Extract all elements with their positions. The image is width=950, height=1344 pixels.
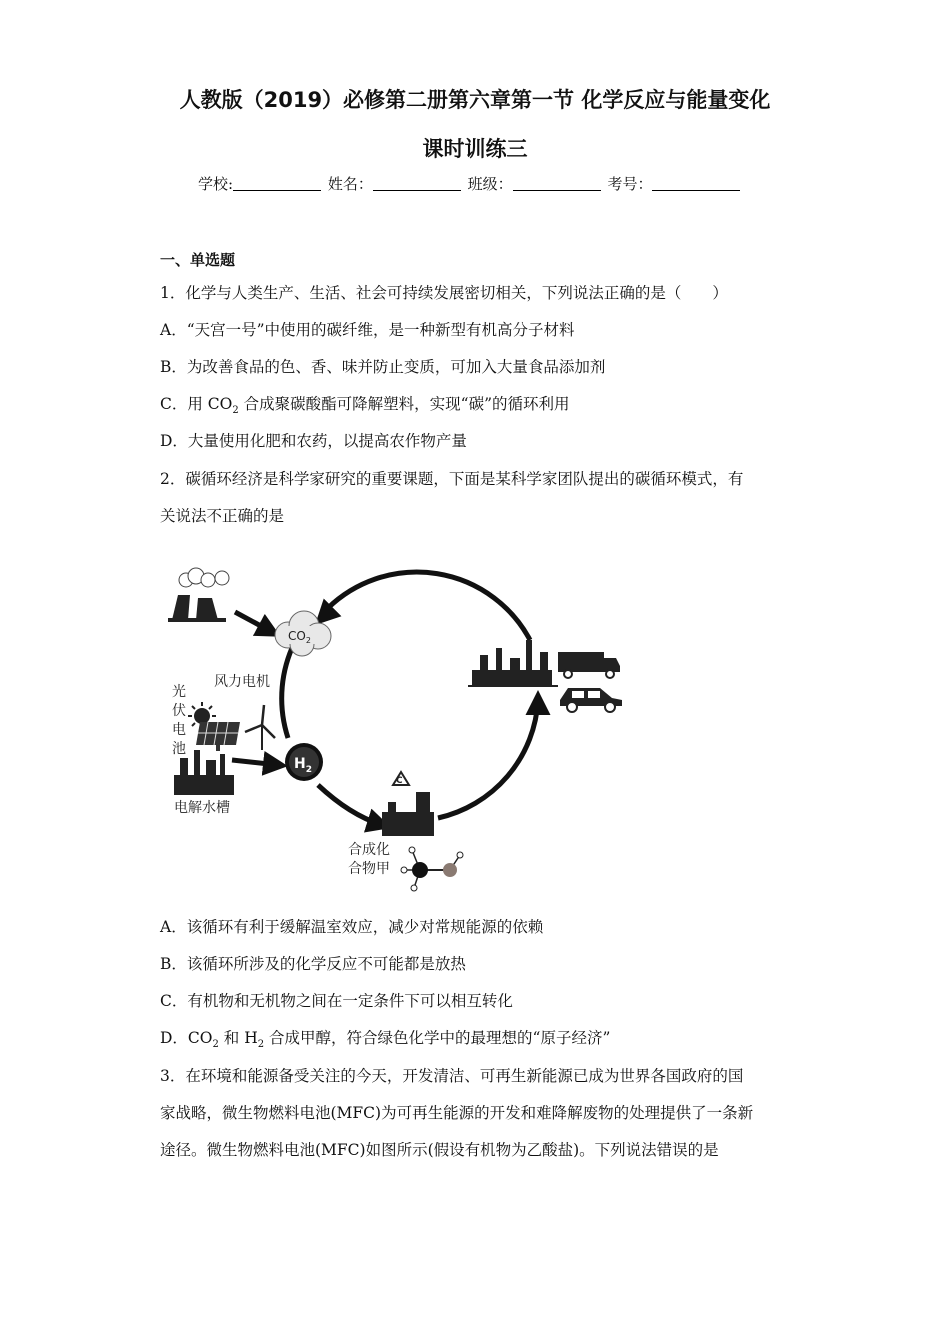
q2-option-b: B．该循环所涉及的化学反应不可能都是放热 xyxy=(160,955,466,973)
q2-option-c: C．有机物和无机物之间在一定条件下可以相互转化 xyxy=(160,992,513,1010)
q1-option-a: A．“天宫一号”中使用的碳纤维，是一种新型有机高分子材料 xyxy=(160,321,575,339)
q2-stem-line-2: 关说法不正确的是 xyxy=(160,507,285,525)
car-icon xyxy=(560,688,622,712)
truck-icon xyxy=(558,652,620,678)
name-label: 姓名： xyxy=(327,175,373,193)
power-plant-icon xyxy=(168,568,229,622)
pv-label: 光 伏 电 池 xyxy=(172,684,186,757)
student-info-line xyxy=(198,173,742,194)
school-blank[interactable] xyxy=(233,176,321,191)
svg-text:H2: $H_2$ xyxy=(294,756,312,775)
exam-number-blank[interactable] xyxy=(652,176,740,191)
class-label: 班级： xyxy=(467,175,513,193)
q1-option-d: D．大量使用化肥和农药，以提高农作物产量 xyxy=(160,432,467,450)
arrow-to-co2 xyxy=(322,612,328,618)
cycle-arc-left xyxy=(282,648,292,738)
cycle-arc-top xyxy=(328,572,530,640)
q3-stem-line-2: 家战略，微生物燃料电池(MFC)为可再生能源的开发和难降解废物的处理提供了一条新 xyxy=(160,1104,754,1122)
wind-generator-label: 风力电机 xyxy=(214,674,270,690)
q1-option-c: C．用 $CO_2$ 合成聚碳酸酯可降解塑料，实现“碳”的循环利用 xyxy=(160,395,570,417)
solar-panel-icon xyxy=(196,722,240,751)
carbon-cycle-diagram xyxy=(160,560,640,905)
q3-stem-line-1: 3．在环境和能源备受关注的今天，开发清洁、可再生新能源已成为世界各国政府的国 xyxy=(160,1067,744,1085)
svg-text:C: C xyxy=(396,776,403,786)
cycle-arc-right xyxy=(438,700,538,818)
arrow-h2-to-compound xyxy=(318,785,382,825)
exam-number-label: 考号： xyxy=(607,175,653,193)
q1-option-b: B．为改善食品的色、香、味并防止变质，可加入大量食品添加剂 xyxy=(160,358,606,376)
compound-label: 合成化 合物甲 xyxy=(348,842,390,877)
svg-text:CO2: $CO_2$ xyxy=(288,629,311,645)
class-blank[interactable] xyxy=(513,176,601,191)
arrow-electrolyzer-to-h2 xyxy=(232,760,278,765)
q3-stem-line-3: 途径。微生物燃料电池(MFC)如图所示(假设有机物为乙酸盐)。下列说法错误的是 xyxy=(160,1141,719,1159)
q2-stem-line-1: 2．碳循环经济是科学家研究的重要课题，下面是某科学家团队提出的碳循环模式，有 xyxy=(160,470,744,488)
methanol-molecule-icon xyxy=(401,847,463,891)
school-label: 学校: xyxy=(198,175,234,193)
refinery-icon xyxy=(468,640,558,687)
title-line-1: 人教版（2019）必修第二册第六章第一节 化学反应与能量变化 xyxy=(179,88,771,112)
arrow-plant-to-co2 xyxy=(235,612,272,632)
wind-turbine-icon xyxy=(245,705,275,750)
section-heading: 一、单选题 xyxy=(160,251,236,269)
name-blank[interactable] xyxy=(373,176,461,191)
q2-option-a: A．该循环有利于缓解温室效应，减少对常规能源的依赖 xyxy=(160,918,544,936)
synthesis-plant-icon xyxy=(382,772,434,836)
q2-option-d: D．$CO_2$ 和 $H_2$ 合成甲醇，符合绿色化学中的最理想的“原子经济” xyxy=(160,1029,611,1051)
q1-stem: 1．化学与人类生产、生活、社会可持续发展密切相关，下列说法正确的是（ ） xyxy=(160,284,728,302)
title-line-2: 课时训练三 xyxy=(422,137,528,161)
h2-molecule-icon xyxy=(285,743,323,781)
electrolyzer-label: 电解水槽 xyxy=(174,800,230,816)
